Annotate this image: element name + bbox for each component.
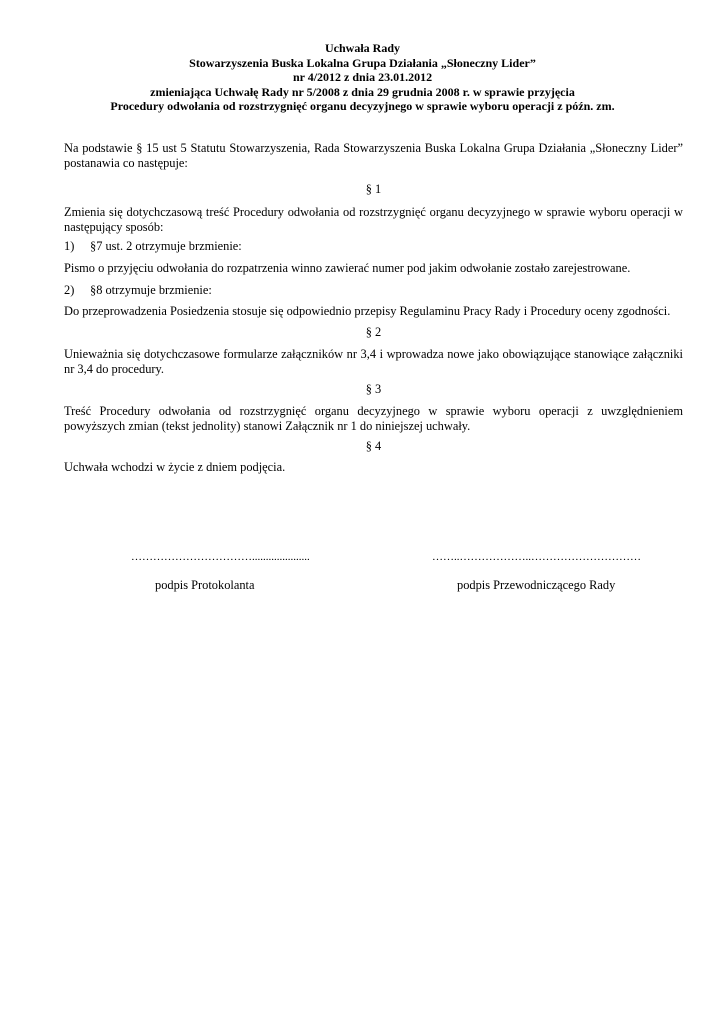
section-4-mark: § 4: [365, 439, 382, 453]
title-line-5: Procedury odwołania od rozstrzygnięć organu decyzyjnego w sprawie wyboru operacji z późn. zm.: [110, 99, 615, 113]
section-2-mark: § 2: [365, 325, 382, 339]
preamble-text: Na podstawie § 15 ust 5 Statutu Stowarzyszenia, Rada Stowarzyszenia Buska Lokalna Grupa Działania „Słoneczny Lider” postanawia co następuje:: [64, 141, 683, 170]
section-3-text: Treść Procedury odwołania od rozstrzygnięć organu decyzyjnego w sprawie wyboru operacji z uwzględnieniem powyższych zmian (tekst jednolity) stanowi Załącznik nr 1 do niniejszej uchwały.: [64, 404, 683, 433]
section-3-mark: § 3: [365, 382, 382, 396]
section-1-point-2: [64, 283, 212, 298]
section-1-intro: Zmienia się dotychczasową treść Procedury odwołania od rozstrzygnięć organu decyzyjnego w sprawie wyboru operacji w następujący sposób:: [64, 205, 683, 234]
title-line-1: Uchwała Rady: [324, 41, 400, 55]
section-4-text: Uchwała wchodzi w życie z dniem podjęcia.: [64, 460, 286, 474]
left-signature-line: …………………………….....................: [131, 551, 310, 563]
point-2-text: §8 otrzymuje brzmienie:: [90, 283, 212, 297]
left-signature-label: podpis Protokolanta: [155, 578, 255, 592]
document-title: [40, 41, 685, 114]
section-1-mark: § 1: [365, 182, 382, 196]
right-signature-line: ……..………………..…………………………: [432, 551, 641, 563]
section-2-text: Unieważnia się dotychczasowe formularze załączników nr 3,4 i wprowadza nowe jako obowiązujące stanowiące załączniki nr 3,4 do procedury.: [64, 347, 683, 376]
title-line-4: zmieniająca Uchwałę Rady nr 5/2008 z dnia 29 grudnia 2008 r. w sprawie przyjęcia: [150, 84, 575, 99]
point-2-body: Do przeprowadzenia Posiedzenia stosuje się odpowiednio przepisy Regulaminu Pracy Rady i Procedury oceny zgodności.: [64, 304, 671, 318]
section-1-point-1: [64, 239, 242, 254]
point-2-number: 2): [64, 283, 75, 297]
right-signature-label: podpis Przewodniczącego Rady: [457, 578, 616, 592]
point-1-text: §7 ust. 2 otrzymuje brzmienie:: [90, 239, 242, 253]
title-line-3: nr 4/2012 z dnia 23.01.2012: [292, 70, 433, 84]
title-line-2: Stowarzyszenia Buska Lokalna Grupa Działania „Słoneczny Lider”: [189, 55, 536, 70]
point-1-number: 1): [64, 239, 75, 253]
point-1-body: Pismo o przyjęciu odwołania do rozpatrzenia winno zawierać numer pod jakim odwołanie zostało zarejestrowane.: [64, 261, 631, 275]
